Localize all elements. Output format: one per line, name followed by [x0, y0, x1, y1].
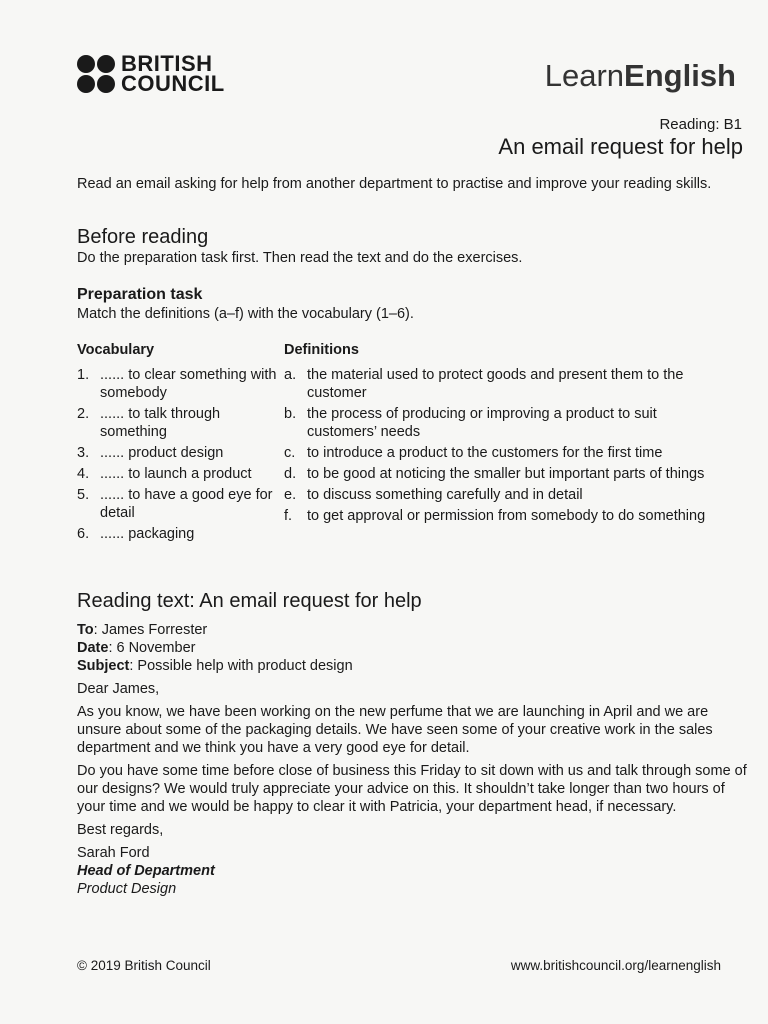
list-item: a. the material used to protect goods and present them to the customer: [284, 367, 684, 401]
learnenglish-logo: [545, 58, 736, 94]
list-item: 4. ...... to launch a product: [77, 466, 252, 482]
sender-name: Sarah Ford: [77, 845, 150, 861]
intro-text: Read an email asking for help from another department to practise and improve your reading skills.: [77, 176, 712, 192]
page-title: An email request for help: [498, 134, 743, 159]
email-greeting: Dear James,: [77, 681, 160, 697]
sender-title: Head of Department: [77, 863, 215, 879]
list-item: 6. ...... packaging: [77, 526, 195, 542]
email-closing: Best regards,: [77, 822, 164, 838]
list-item: 5. ...... to have a good eye for detail: [77, 487, 273, 521]
sender-department: Product Design: [77, 881, 177, 897]
list-item: 1. ...... to clear something with somebody: [77, 367, 277, 401]
before-reading-heading: Before reading: [77, 226, 209, 248]
list-item: c. to introduce a product to the customers for the first time: [284, 445, 663, 461]
logo-dots-icon: [77, 55, 115, 93]
logo-line-1: BRITISH: [121, 51, 213, 76]
british-council-logo: [77, 51, 225, 96]
vocabulary-heading: Vocabulary: [77, 342, 155, 358]
copyright: © 2019 British Council: [77, 958, 211, 973]
email-subject: Subject: Possible help with product design: [77, 658, 353, 674]
definitions-list: [284, 366, 724, 528]
definitions-heading: Definitions: [284, 342, 359, 358]
vocabulary-list: [77, 366, 277, 546]
level-label: Reading: B1: [659, 116, 742, 133]
reading-heading: Reading text: An email request for help: [77, 590, 422, 612]
list-item: 2. ...... to talk through something: [77, 406, 221, 440]
list-item: e. to discuss something carefully and in detail: [284, 487, 583, 503]
website-link[interactable]: www.britishcouncil.org/learnenglish: [510, 958, 721, 973]
preparation-text: Match the definitions (a–f) with the vocabulary (1–6).: [77, 306, 414, 322]
logo-line-2: COUNCIL: [121, 71, 225, 96]
before-reading-text: Do the preparation task first. Then read the text and do the exercises.: [77, 250, 523, 266]
email-text: [77, 621, 747, 898]
email-to: To: James Forrester: [77, 622, 208, 638]
learn-bold: English: [624, 58, 736, 93]
list-item: 3. ...... product design: [77, 445, 224, 461]
email-date: Date: 6 November: [77, 640, 196, 656]
email-paragraph-2: Do you have some time before close of business this Friday to sit down with us and talk through some of our designs? We would truly appreciate your advice on this. It shouldn’t take longer than two hours of your time and we would be happy to clear it with Patricia, your department head, if necessary.: [77, 763, 747, 815]
preparation-heading: Preparation task: [77, 286, 203, 303]
email-paragraph-1: As you know, we have been working on the new perfume that we are launching in April and we are unsure about some of the packaging details. We have seen some of your creative work in the sales department and we think you have a very good eye for detail.: [77, 704, 713, 756]
list-item: d. to be good at noticing the smaller but important parts of things: [284, 466, 705, 482]
learn-prefix: Learn: [544, 58, 625, 93]
list-item: b. the process of producing or improving a product to suit customers’ needs: [284, 406, 657, 440]
list-item: f. to get approval or permission from somebody to do something: [284, 508, 706, 524]
